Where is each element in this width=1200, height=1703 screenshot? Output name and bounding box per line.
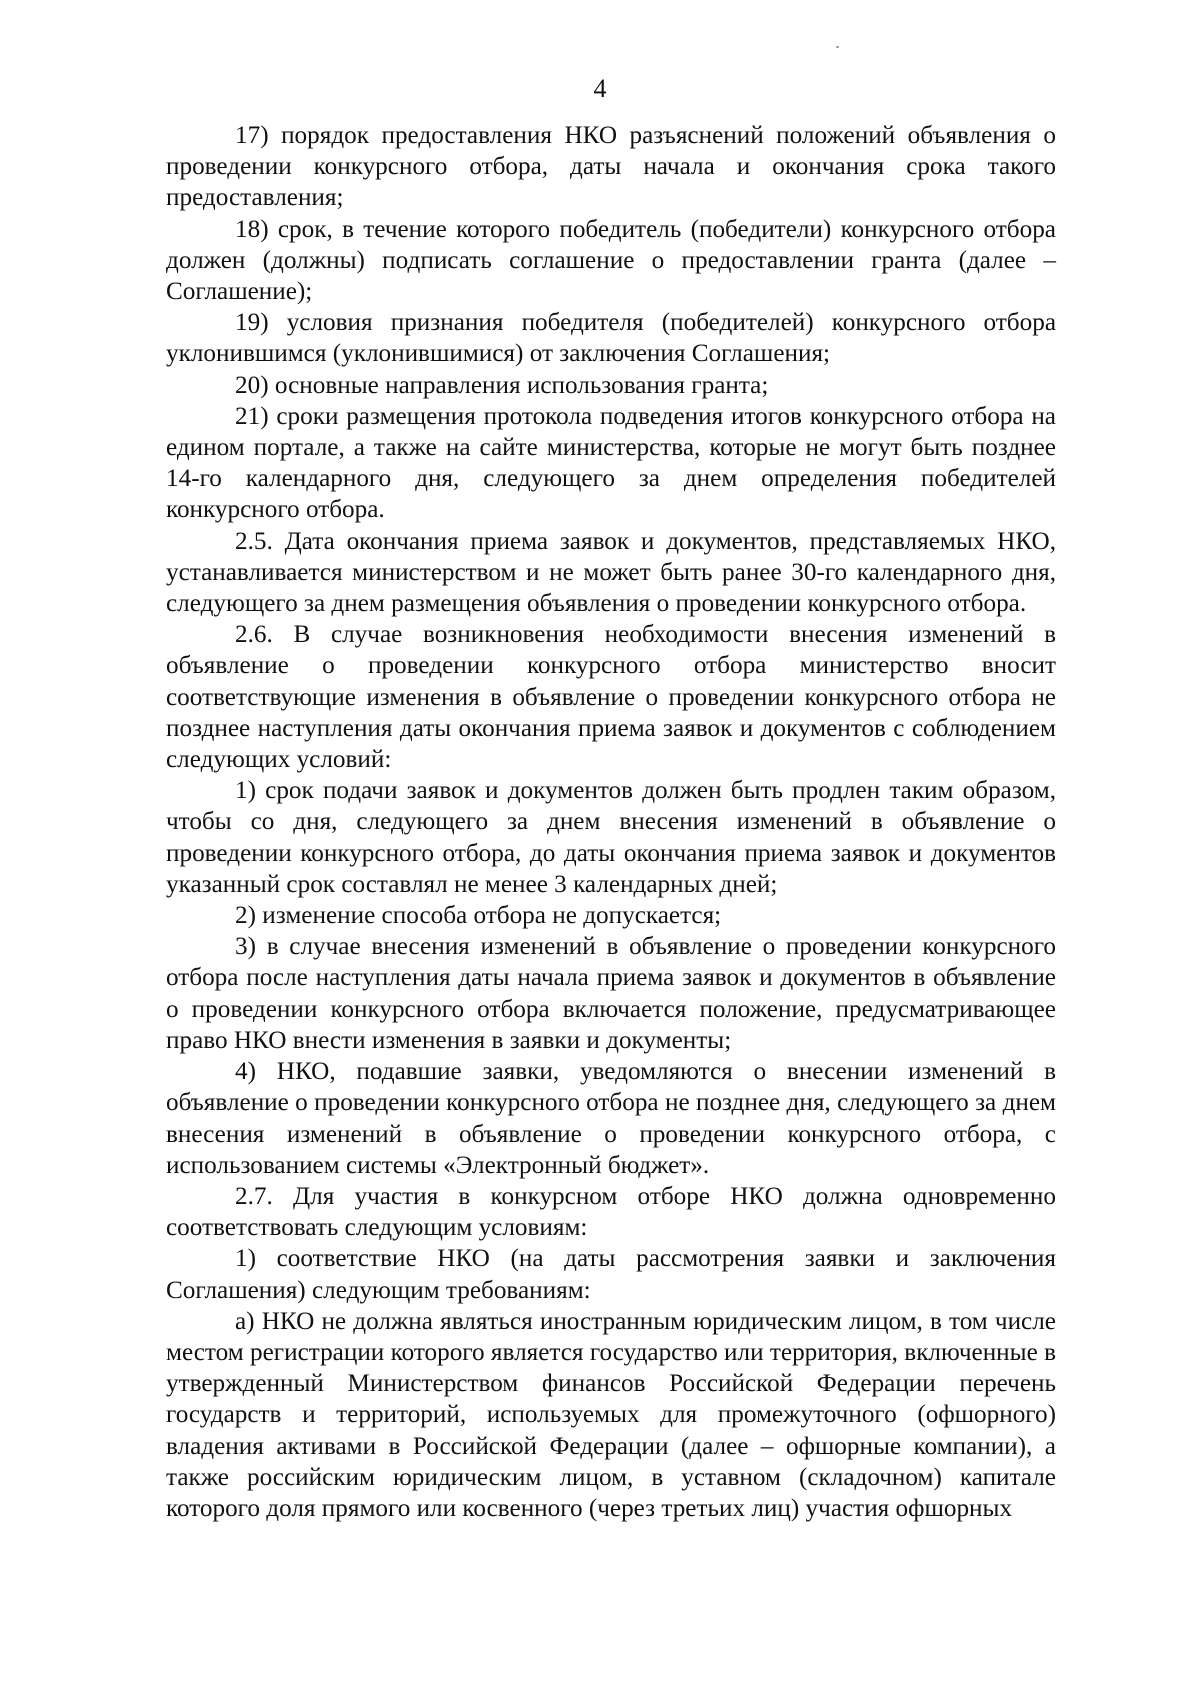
paragraph-section-2-6: 2.6. В случае возникновения необходимости внесения изменений в объявление о проведении конкурсного отбора министерство вносит соответствующие изменения в объявление о проведении конкурсного отбора не позднее наступления даты окончания приема заявок и документов с соблюдением следующих условий: [166,621,1056,774]
scan-speck [836,46,839,48]
paragraph-section-2-7: 2.7. Для участия в конкурсном отборе НКО должна одновременно соответствовать следующим условиям: [166,1182,1056,1242]
paragraph-item-17: 17) порядок предоставления НКО разъяснений положений объявления о проведении конкурсного отбора, даты начала и окончания срока такого предоставления; [166,122,1056,212]
paragraph-2-6-item-3: 3) в случае внесения изменений в объявление о проведении конкурсного отбора после наступления даты начала приема заявок и документов в объявление о проведении конкурсного отбора включается положение, предусматривающее право НКО внести изменения в заявки и документы; [166,933,1056,1054]
paragraph-2-7-item-1: 1) соответствие НКО (на даты рассмотрения заявки и заключения Соглашения) следующим требованиям: [166,1245,1056,1304]
paragraph-item-19: 19) условия признания победителя (победителей) конкурсного отбора уклонившимся (уклонившимися) от заключения Соглашения; [166,309,1056,368]
paragraph-section-2-5: 2.5. Дата окончания приема заявок и документов, представляемых НКО, устанавливается министерством и не может быть ранее 30-го календарного дня, следующего за днем размещения объявления о проведении конкурсного отбора. [166,527,1056,618]
document-body [166,120,1056,1524]
paragraph-2-7-item-1-a: а) НКО не должна являться иностранным юридическим лицом, в том числе местом регистрации которого является государство или территория, включенные в утвержденный Министерством финансов Российской Федерации перечень государств и территорий, используемых для промежуточного (офшорного) владения активами в Российской Федерации (далее – офшорные компании), а также российским юридическим лицом, в уставном (складочном) капитале которого доля прямого или косвенного (через третьих лиц) участия офшорных [166,1307,1056,1522]
paragraph-item-21: 21) сроки размещения протокола подведения итогов конкурсного отбора на едином портале, а также на сайте министерства, которые не могут быть позднее 14-го календарного дня, следующего за днем определения победителей конкурсного отбора. [166,402,1056,524]
paragraph-2-6-item-1: 1) срок подачи заявок и документов должен быть продлен таким образом, чтобы со дня, следующего за днем внесения изменений в объявление о проведении конкурсного отбора, до даты окончания приема заявок и документов указанный срок составлял не менее 3 календарных дней; [166,777,1056,898]
paragraph-2-6-item-2: 2) изменение способа отбора не допускается; [235,902,722,930]
paragraph-item-20: 20) основные направления использования гранта; [235,371,769,399]
page-number: 4 [593,74,607,103]
paragraph-item-18: 18) срок, в течение которого победитель (победители) конкурсного отбора должен (должны) подписать соглашение о предоставлении гранта (далее – Соглашение); [166,215,1056,306]
paragraph-2-6-item-4: 4) НКО, подавшие заявки, уведомляются о внесении изменений в объявление о проведении конкурсного отбора не позднее дня, следующего за днем внесения изменений в объявление о проведении конкурсного отбора, с использованием системы «Электронный бюджет». [166,1058,1056,1179]
